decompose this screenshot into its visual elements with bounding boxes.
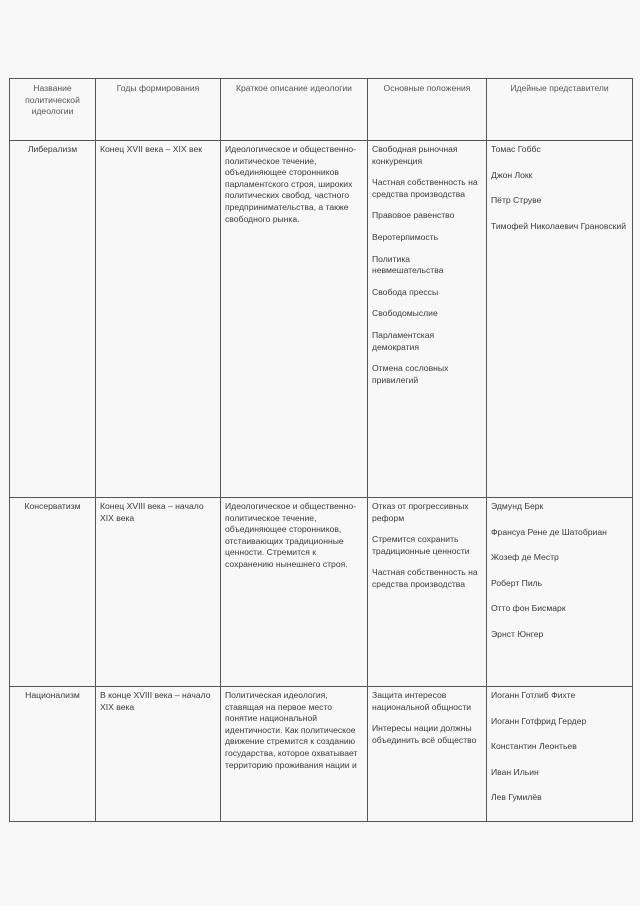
representative-name: Отто фон Бисмарк bbox=[491, 603, 566, 614]
provision-item: Частная собственность на средства производства bbox=[372, 567, 478, 589]
years-cell: Конец XVII века – XIX век bbox=[96, 141, 221, 498]
representatives-cell bbox=[487, 687, 633, 822]
ideology-name: Консерватизм bbox=[10, 498, 96, 687]
representative-name: Иоганн Готфрид Гердер bbox=[491, 715, 587, 726]
ideology-table bbox=[9, 78, 633, 822]
provision-item: Защита интересов национальной общности bbox=[372, 690, 472, 712]
table-row bbox=[10, 141, 633, 498]
representatives-cell bbox=[487, 498, 633, 687]
years-cell: В конце XVIII века – начало XIX века bbox=[96, 687, 221, 822]
representatives-cell bbox=[487, 141, 633, 498]
provision-item: Свободомыслие bbox=[372, 308, 438, 319]
representative-name: Иван Ильин bbox=[491, 766, 539, 777]
years-cell: Конец XVIII века – начало XIX века bbox=[96, 498, 221, 687]
provision-item: Свобода прессы bbox=[372, 286, 439, 297]
representative-name: Роберт Пиль bbox=[491, 577, 543, 588]
table-row bbox=[10, 687, 633, 822]
provision-item: Правовое равенство bbox=[372, 210, 455, 221]
representative-name: Жозеф де Местр bbox=[491, 552, 559, 563]
header-ideology-name: Название политической идеологии bbox=[10, 79, 96, 141]
representative-name: Константин Леонтьев bbox=[491, 741, 577, 752]
provision-item: Свободная рыночная конкуренция bbox=[372, 144, 458, 166]
description-cell: Политическая идеология, ставящая на первое место понятие национальной идентичности. Как политическое движение стремится к созданию государства, которое охватывает территорию проживания нации и bbox=[221, 687, 368, 822]
provision-item: Стремится сохранить традиционные ценности bbox=[372, 534, 470, 556]
table-header-row bbox=[10, 79, 633, 141]
description-cell: Идеологическое и общественно-политическое течение, объединяющее сторонников, отстаивающих традиционные ценности. Стремится к сохранению нынешнего строя. bbox=[221, 498, 368, 687]
representative-name: Пётр Струве bbox=[491, 195, 542, 206]
provision-item: Политика невмешательства bbox=[372, 253, 444, 276]
provision-item: Парламентская демократия bbox=[372, 329, 435, 352]
header-provisions: Основные положения bbox=[368, 79, 487, 141]
representative-name: Джон Локк bbox=[491, 169, 533, 180]
provision-item: Интересы нации должны объединить всё общество bbox=[372, 723, 477, 745]
representative-name: Тимофей Николаевич Грановский bbox=[491, 220, 627, 231]
provision-item: Веротерпимость bbox=[372, 231, 439, 242]
representative-name: Франсуа Рене де Шатобриан bbox=[491, 526, 607, 537]
header-representatives: Идейные представители bbox=[487, 79, 633, 141]
description-cell: Идеологическое и общественно-политическое течение, объединяющее сторонников парламентского строя, широких политических свобод, частного предпринимательства, а также свободного рынка. bbox=[221, 141, 368, 498]
ideology-name: Либерализм bbox=[10, 141, 96, 498]
ideology-name: Национализм bbox=[10, 687, 96, 822]
representative-name: Иоганн Готлиб Фихте bbox=[491, 690, 576, 700]
representative-name: Эдмунд Берк bbox=[491, 501, 544, 511]
representative-name: Томас Гоббс bbox=[491, 144, 541, 154]
provisions-cell bbox=[368, 498, 487, 687]
representative-name: Лев Гумилёв bbox=[491, 792, 542, 803]
representative-name: Эрнст Юнгер bbox=[491, 628, 544, 639]
provision-item: Отказ от прогрессивных реформ bbox=[372, 501, 469, 523]
header-description: Краткое описание идеологии bbox=[221, 79, 368, 141]
provisions-cell bbox=[368, 687, 487, 822]
provision-item: Частная собственность на средства производства bbox=[372, 177, 478, 199]
provisions-cell bbox=[368, 141, 487, 498]
table-row bbox=[10, 498, 633, 687]
provision-item: Отмена сословных привилегий bbox=[372, 363, 449, 385]
header-years: Годы формирования bbox=[96, 79, 221, 141]
